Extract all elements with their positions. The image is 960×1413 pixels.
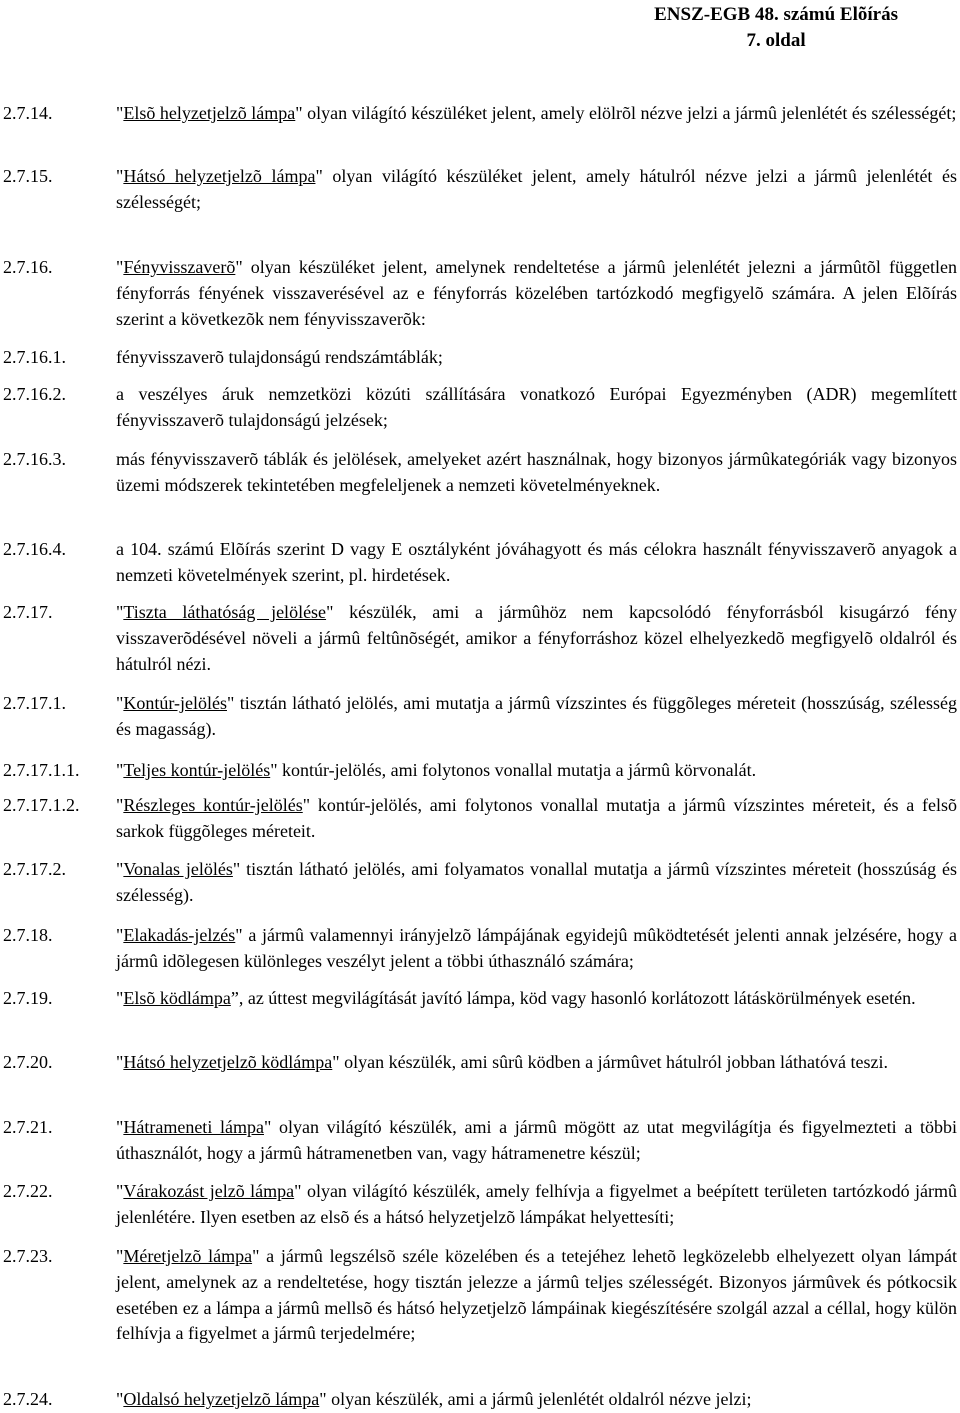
opening-quote: " [116,693,124,713]
definition-body: más fényvisszaverõ táblák és jelölések, amelyeket azért használnak, hogy bizonyos jármûkategóriák vagy bizonyos üzemi módszerek tekintetében megfeleljenek a nemzeti követelményeknek. [116,449,957,495]
defined-term: Elsõ ködlámpa [123,988,231,1008]
section-number: 2.7.20. [3,1052,53,1072]
definition-text [116,447,957,499]
defined-term: Hátsó helyzetjelzõ ködlámpa [123,1052,333,1072]
defined-term: Kontúr-jelölés [123,693,227,713]
definition-text [116,1244,957,1347]
section-number: 2.7.16.3. [3,449,66,469]
definition-body: " olyan világító készüléket jelent, amely elölrõl nézve jelzi a jármû jelenlétét és szélességét; [295,103,957,123]
definition-body: ”, az úttest megvilágítását javító lámpa, köd vagy hasonló korlátozott látáskörülmények esetén. [230,988,916,1008]
opening-quote: " [116,760,124,780]
section-number: 2.7.16. [3,257,53,277]
defined-term: Teljes kontúr-jelölés [123,760,271,780]
definition-text [116,1179,957,1231]
opening-quote: " [116,1181,124,1201]
section-number: 2.7.23. [3,1246,53,1266]
definition-text [116,101,957,127]
opening-quote: " [116,257,124,277]
definition-text [116,382,957,434]
section-number: 2.7.17.2. [3,859,66,879]
definition-text [116,986,957,1012]
opening-quote: " [116,1052,124,1072]
definition-body: " tisztán látható jelölés, ami mutatja a jármû vízszintes és függõleges méreteit (hosszúság, szélesség és magasság). [116,693,957,739]
definition-body: " a jármû valamennyi irányjelzõ lámpájának egyidejû mûködtetését jelenti annak jelzésére, hogy a jármû idõlegesen különleges veszélyt jelent a többi úthasználó számára; [116,925,957,971]
section-number: 2.7.17.1. [3,693,66,713]
definition-text [116,857,957,909]
regulation-title: ENSZ-EGB 48. számú Elõírás [654,4,898,25]
section-number: 2.7.22. [3,1181,53,1201]
defined-term: Elsõ helyzetjelzõ lámpa [123,103,296,123]
section-number: 2.7.17.1.2. [3,795,80,815]
opening-quote: " [116,988,124,1008]
defined-term: Elakadás-jelzés [123,925,236,945]
definition-body: a 104. számú Elõírás szerint D vagy E osztályként jóváhagyott és más célokra használt fényvisszaverõ anyagok a nemzeti követelmények szerint, pl. hirdetések. [116,539,957,585]
opening-quote: " [116,859,124,879]
section-number: 2.7.17.1.1. [3,760,80,780]
defined-term: Részleges kontúr-jelölés [123,795,303,815]
page-number: 7. oldal [746,30,806,51]
opening-quote: " [116,103,124,123]
page-header [654,2,898,54]
definition-body: " olyan készülék, ami a jármû jelenlétét oldalról nézve jelzi; [319,1389,752,1409]
definition-body: " készülék, ami a jármûhöz nem kapcsolódó fényforrásból kisugárzó fény visszaverõdésével növeli a jármû feltûnõségét, amikor a fényforráshoz közel elhelyezkedõ megfigyelõ oldalról és hátulról nézi. [116,602,957,674]
definition-body: " olyan készüléket jelent, amelynek rendeltetése a jármû jelenlétét jelezni a jármûtõl független fényforrás fényének visszaverésével az e fényforrás közelében tartózkodó megfigyelõ számára. A jelen Elõírás szerint a következõk nem fényvisszaverõk: [116,257,957,329]
defined-term: Oldalsó helyzetjelzõ lámpa [123,1389,320,1409]
opening-quote: " [116,1117,124,1137]
definition-body: " olyan világító készüléket jelent, amely hátulról nézve jelzi a jármû jelenlétét és szélességét; [116,166,958,212]
definition-text [116,600,957,677]
definition-text [116,1050,957,1076]
definition-body: " kontúr-jelölés, ami folytonos vonallal mutatja a jármû körvonalát. [270,760,757,780]
definition-body: " a jármû legszélsõ széle közelében és a tetejéhez lehetõ legközelebb elhelyezett olyan lámpát jelent, amelynek az a rendeltetése, hogy tisztán jelezze a jármû teljes szélességét. Bizonyos jármûvek és pótkocsik esetében ez a lámpa a jármû mellsõ és hátsó helyzetjelzõ lámpáinak kiegészítésére szolgál azzal a céllal, hogy külön felhívja a figyelmet a jármû terjedelmére; [116,1246,957,1344]
section-number: 2.7.16.1. [3,347,66,367]
definition-body: " kontúr-jelölés, ami folytonos vonallal mutatja a jármû vízszintes méreteit, és a felsõ sarkok függõleges méreteit. [116,795,958,841]
opening-quote: " [116,795,124,815]
defined-term: Tiszta láthatóság jelölése [123,602,327,622]
section-number: 2.7.16.2. [3,384,66,404]
section-number: 2.7.14. [3,103,53,123]
defined-term: Várakozást jelzõ lámpa [123,1181,295,1201]
opening-quote: " [116,1246,124,1266]
definition-text [116,164,957,216]
definition-text [116,537,957,589]
definition-text [116,255,957,332]
definition-body: a veszélyes áruk nemzetközi közúti szállítására vonatkozó Európai Egyezményben (ADR) megemlített fényvisszaverõ tulajdonságú jelzések; [116,384,957,430]
definition-text [116,691,957,743]
opening-quote: " [116,166,124,186]
opening-quote: " [116,925,124,945]
section-number: 2.7.17. [3,602,53,622]
section-number: 2.7.19. [3,988,53,1008]
defined-term: Vonalas jelölés [123,859,233,879]
section-number: 2.7.18. [3,925,53,945]
defined-term: Fényvisszaverõ [123,257,236,277]
definition-text [116,1115,957,1167]
section-number: 2.7.16.4. [3,539,66,559]
definition-text [116,345,957,371]
defined-term: Hátsó helyzetjelzõ lámpa [123,166,316,186]
opening-quote: " [116,1389,124,1409]
section-number: 2.7.24. [3,1389,53,1409]
section-number: 2.7.15. [3,166,53,186]
definition-body: " olyan világító készülék, ami a jármû mögött az utat megvilágítja és figyelmezteti a többi úthasználót, hogy a jármû hátramenetben van, vagy hátramenetre készül; [116,1117,957,1163]
defined-term: Méretjelzõ lámpa [123,1246,253,1266]
definition-text [116,793,957,845]
definition-body: " olyan világító készülék, amely felhívja a figyelmet a beépített területen tartózkodó jármû jelenlétére. Ilyen esetben az elsõ és a hátsó helyzetjelzõ lámpákat helyettesíti; [116,1181,957,1227]
definition-body: " tisztán látható jelölés, ami folyamatos vonallal mutatja a jármû vízszintes méreteit (hosszúság és szélesség). [116,859,957,905]
definition-text [116,1387,957,1413]
definition-text [116,923,957,975]
definition-body: fényvisszaverõ tulajdonságú rendszámtáblák; [116,347,443,367]
definition-body: " olyan készülék, ami sûrû ködben a jármûvet hátulról jobban láthatóvá teszi. [332,1052,888,1072]
definition-text [116,758,957,784]
section-number: 2.7.21. [3,1117,53,1137]
defined-term: Hátrameneti lámpa [123,1117,264,1137]
opening-quote: " [116,602,124,622]
